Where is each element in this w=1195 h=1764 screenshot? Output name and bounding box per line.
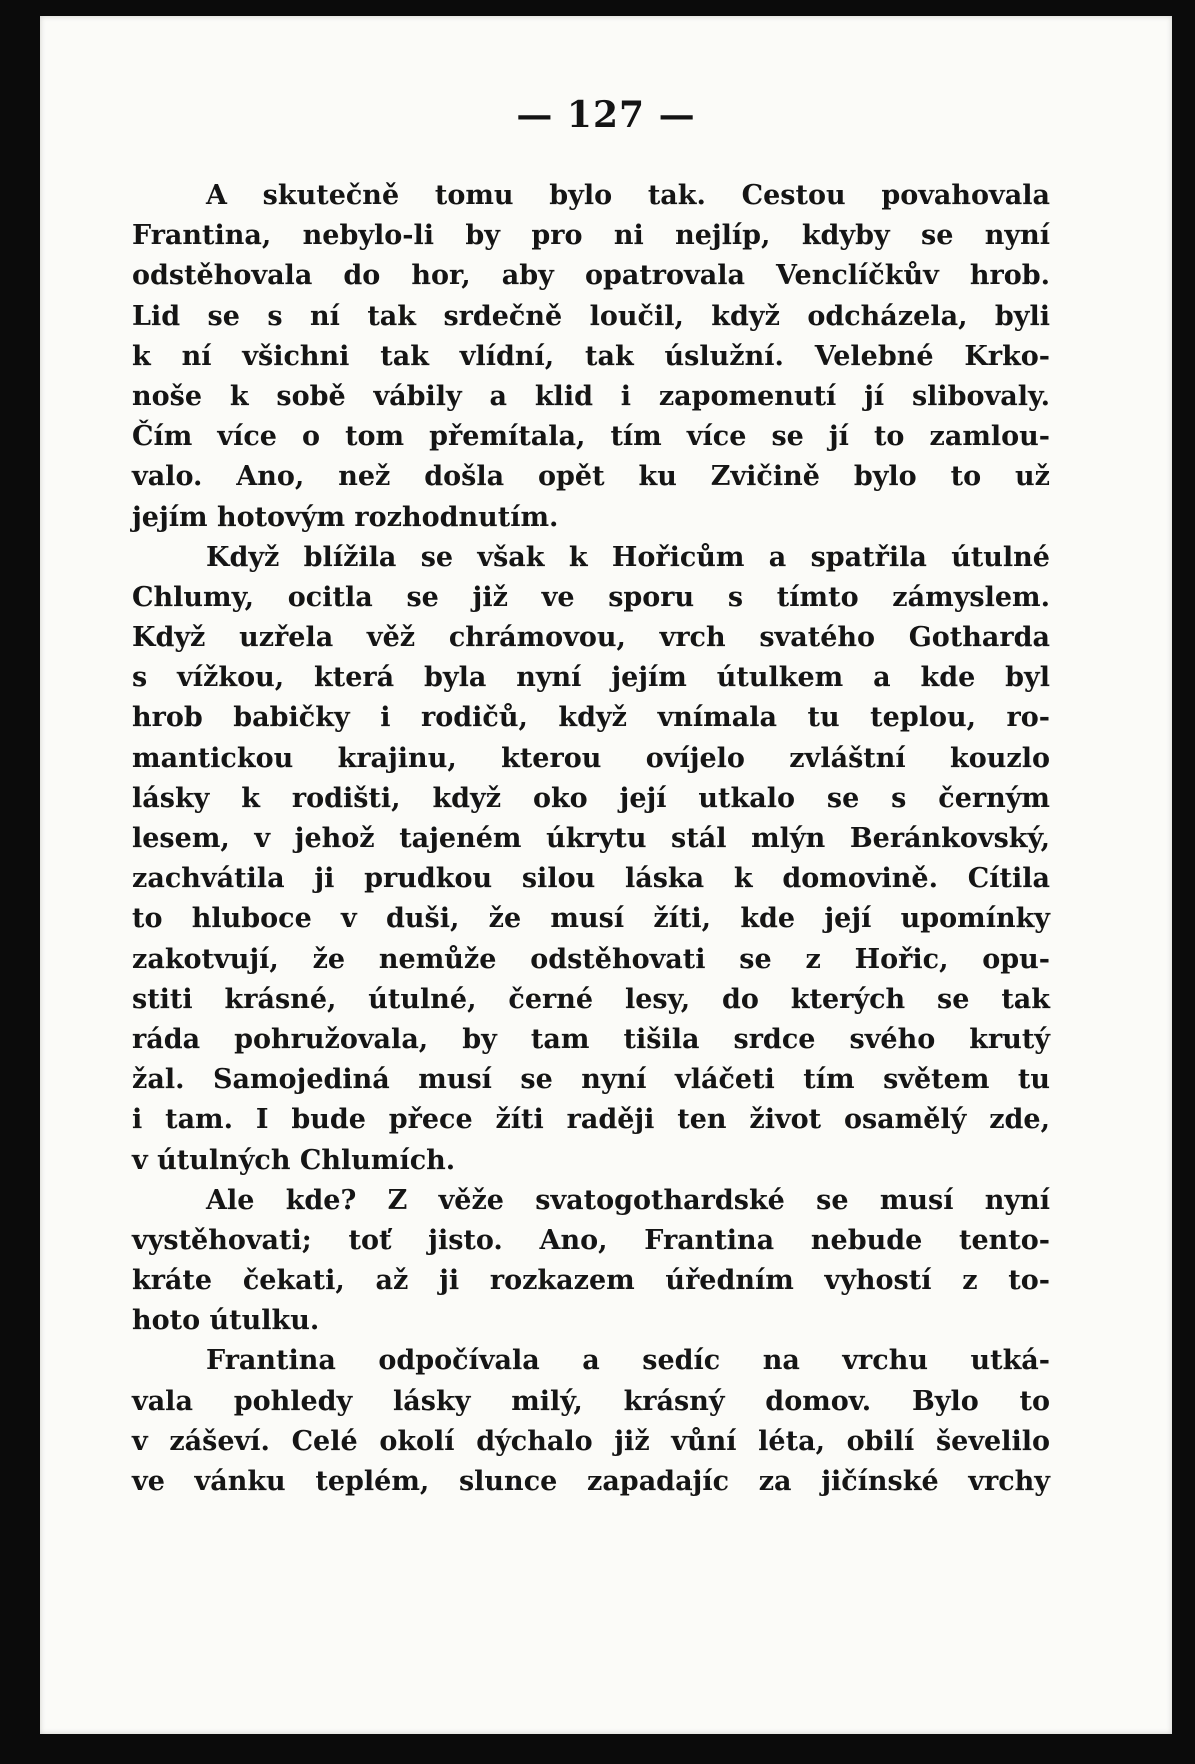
text-line: Když blížila se však k Hořicům a spatřila útulné (206, 541, 1050, 573)
text-line: v útulných Chlumích. (132, 1144, 456, 1176)
text-line: v záševí. Celé okolí dýchalo již vůní léta, obilí ševelilo (132, 1425, 1050, 1457)
text-line: to hluboce v duši, že musí žíti, kde její upomínky (132, 903, 1050, 935)
text-line: zakotvují, že nemůže odstěhovati se z Hořic, opu- (132, 943, 1050, 975)
text-line: i tam. I bude přece žíti raději ten život osamělý zde, (132, 1104, 1050, 1136)
text-line: kráte čekati, až ji rozkazem úředním vyhostí z to- (132, 1265, 1050, 1297)
text-line: s vížkou, která byla nyní jejím útulkem a kde byl (132, 662, 1050, 694)
text-line: zachvátila ji prudkou silou láska k domovině. Cítila (132, 863, 1050, 895)
text-line: lesem, v jehož tajeném úkrytu stál mlýn Beránkovský, (132, 823, 1050, 854)
text-line: mantickou krajinu, kterou ovíjelo zvláštní kouzlo (132, 742, 1050, 774)
page-number: — 127 — (516, 94, 696, 136)
text-line: hoto útulku. (132, 1305, 320, 1337)
text-line: odstěhovala do hor, aby opatrovala Venclíčkův hrob. (132, 260, 1050, 292)
book-page (40, 16, 1172, 1734)
text-line: Když uzřela věž chrámovou, vrch svatého Gotharda (132, 622, 1050, 654)
text-line: Chlumy, ocitla se již ve sporu s tímto zámyslem. (132, 581, 1050, 613)
text-line: vala pohledy lásky milý, krásný domov. Bylo to (132, 1385, 1050, 1417)
text-line: vystěhovati; toť jisto. Ano, Frantina nebude tento- (132, 1224, 1050, 1256)
text-line: ve vánku teplém, slunce zapadajíc za jičínské vrchy (132, 1466, 1050, 1497)
text-line: Ale kde? Z věže svatogothardské se musí nyní (206, 1184, 1050, 1216)
text-line: žal. Samojediná musí se nyní vláčeti tím světem tu (132, 1064, 1050, 1096)
text-line: noše k sobě vábily a klid i zapomenutí jí slibovaly. (132, 380, 1050, 412)
text-line: k ní všichni tak vlídní, tak úslužní. Velebné Krko- (132, 340, 1050, 372)
text-line: Frantina, nebylo-li by pro ni nejlíp, kdyby se nyní (132, 220, 1050, 252)
text-line: stiti krásné, útulné, černé lesy, do kterých se tak (132, 983, 1050, 1015)
page-edge-shadow (1172, 16, 1195, 1734)
text-line: lásky k rodišti, když oko její utkalo se s černým (132, 782, 1050, 814)
text-line: jejím hotovým rozhodnutím. (132, 501, 559, 533)
text-line: A skutečně tomu bylo tak. Cestou povahovala (206, 180, 1050, 211)
body-text (132, 176, 1050, 1502)
text-line: hrob babičky i rodičů, když vnímala tu teplou, ro- (132, 702, 1050, 734)
text-line: Frantina odpočívala a sedíc na vrchu utká- (206, 1345, 1050, 1377)
text-line: Lid se s ní tak srdečně loučil, když odcházela, byli (132, 300, 1050, 332)
text-line: valo. Ano, než došla opět ku Zvičině bylo to už (132, 461, 1050, 493)
text-line: ráda pohružovala, by tam tišila srdce svého krutý (132, 1023, 1050, 1055)
text-line: Čím více o tom přemítala, tím více se jí to zamlou- (132, 421, 1050, 453)
